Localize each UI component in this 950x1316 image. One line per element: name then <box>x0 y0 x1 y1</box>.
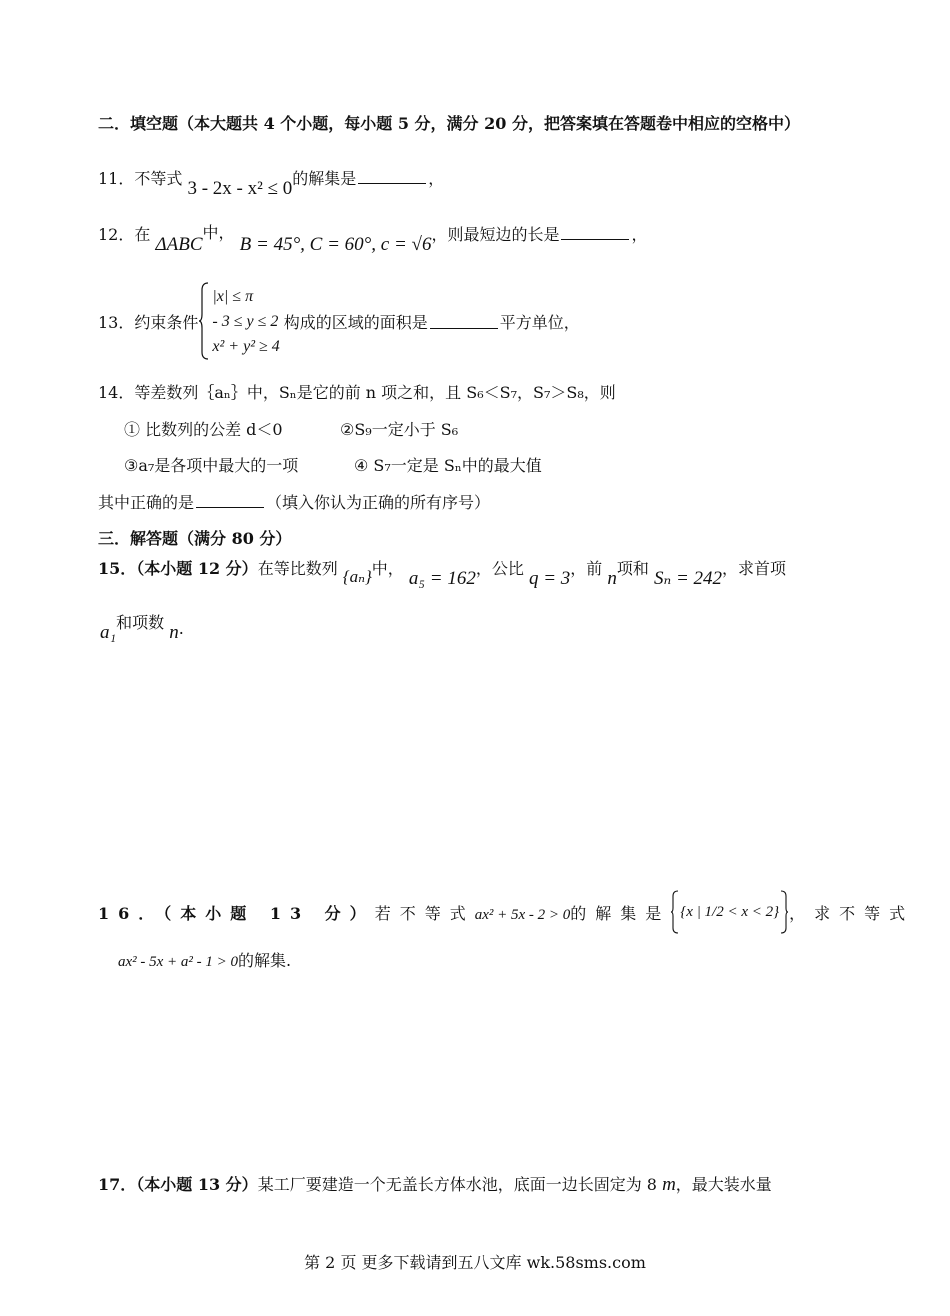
question-text: 约束条件 <box>134 312 199 332</box>
question-text: ，前 <box>570 559 603 578</box>
term-a5: a₅ = 162 <box>408 568 476 589</box>
question-text: 的解集. <box>238 951 292 970</box>
question-number: 12． <box>98 225 135 244</box>
question-text: 和项数 <box>116 613 165 632</box>
question-text: 不等式 <box>134 169 183 188</box>
question-text: 平方单位， <box>499 312 580 332</box>
question-16 <box>98 890 915 934</box>
question-text: ，求不等式 <box>789 903 915 923</box>
answer-blank <box>430 314 498 329</box>
question-13 <box>98 282 580 360</box>
question-number: 11． <box>98 169 135 188</box>
constraint-row: |x| ≤ π <box>212 287 254 305</box>
question-15 <box>98 556 787 589</box>
question-text: 若不等式 <box>374 903 475 923</box>
question-14-line: 14．等差数列｛aₙ｝中，Sₙ是它的前 n 项之和，且 S₆＜S₇，S₇＞S₈，则 <box>98 383 616 402</box>
inequality-1: ax² + 5x - 2 > 0 <box>474 906 571 923</box>
question-text: 中， <box>202 223 235 242</box>
question-number: 13． <box>98 312 135 332</box>
var-n: n <box>169 622 179 643</box>
option-2: ②S₉一定小于 S₆ <box>340 420 459 439</box>
question-text: 的解集是 <box>292 169 357 188</box>
inequality-2: ax² - 5x + a² - 1 > 0 <box>118 954 239 970</box>
constraint-system <box>198 282 279 360</box>
question-text: 其中正确的是 <box>98 493 195 512</box>
triangle-conditions: B = 45°, C = 60°, c = √6 <box>239 234 432 255</box>
term-a1: a₁ <box>100 622 117 643</box>
question-header: 17．（本小题 13 分） <box>98 1175 258 1194</box>
left-brace-icon <box>670 890 680 934</box>
question-text: 项和 <box>616 559 649 578</box>
question-text: 在 <box>134 225 151 244</box>
question-text: ，最大装水量 <box>675 1175 772 1194</box>
option-4: ④ S₇一定是 Sₙ中的最大值 <box>354 456 542 475</box>
page-footer: 第 2 页 更多下载请到五八文库 wk.58sms.com <box>304 1253 646 1272</box>
left-brace-icon <box>198 282 210 360</box>
question-16-cont <box>118 948 291 971</box>
inequality-expression: 3 - 2x - x² ≤ 0 <box>187 178 293 199</box>
question-header: 15．（本小题 12 分） <box>98 559 258 578</box>
answer-blank <box>561 225 629 240</box>
var-n: n <box>607 568 617 589</box>
right-brace-icon <box>779 890 789 934</box>
question-17 <box>98 1172 772 1196</box>
unit-meter: m <box>662 1174 676 1195</box>
solution-set-expression: {x | 1/2 < x < 2} <box>680 903 780 920</box>
section-3-title: 三．解答题（满分 80 分） <box>98 529 292 548</box>
punctuation: ， <box>631 225 648 244</box>
question-12 <box>98 222 648 255</box>
sequence-symbol: {aₙ} <box>342 567 372 586</box>
sum-sn: Sₙ = 242 <box>654 568 723 589</box>
option-1: ① 比数列的公差 d＜0 <box>124 420 283 439</box>
constraint-row: x² + y² ≥ 4 <box>212 337 280 355</box>
question-text: 构成的区域的面积是 <box>283 312 428 332</box>
question-14-answer <box>98 490 490 513</box>
question-15-cont <box>100 610 184 643</box>
ratio-q: q = 3 <box>528 568 571 589</box>
punctuation: . <box>178 619 184 638</box>
answer-blank <box>196 493 264 508</box>
option-3: ③a₇是各项中最大的一项 <box>124 456 299 475</box>
section-2-title: 二．填空题（本大题共 4 个小题，每小题 5 分，满分 20 分，把答案填在答题卷中相应的空格中） <box>98 114 800 133</box>
question-text: 的解集是 <box>570 903 671 923</box>
solution-set <box>670 890 789 934</box>
question-text: ，公比 <box>475 559 524 578</box>
answer-blank <box>358 169 426 184</box>
question-header: 16．（本小题 13 分） <box>98 903 375 923</box>
question-text: ，求首项 <box>722 559 787 578</box>
question-text: （填入你认为正确的所有序号） <box>266 493 491 512</box>
punctuation: ， <box>428 169 445 188</box>
question-text: 在等比数列 <box>257 559 338 578</box>
question-11 <box>98 166 445 199</box>
question-text: ，则最短边的长是 <box>431 225 560 244</box>
question-text: 某工厂要建造一个无盖长方体水池，底面一边长固定为 8 <box>257 1175 657 1194</box>
question-text: 中， <box>371 559 404 578</box>
triangle-symbol: ΔABC <box>155 234 203 255</box>
constraint-row: - 3 ≤ y ≤ 2 <box>212 312 279 330</box>
